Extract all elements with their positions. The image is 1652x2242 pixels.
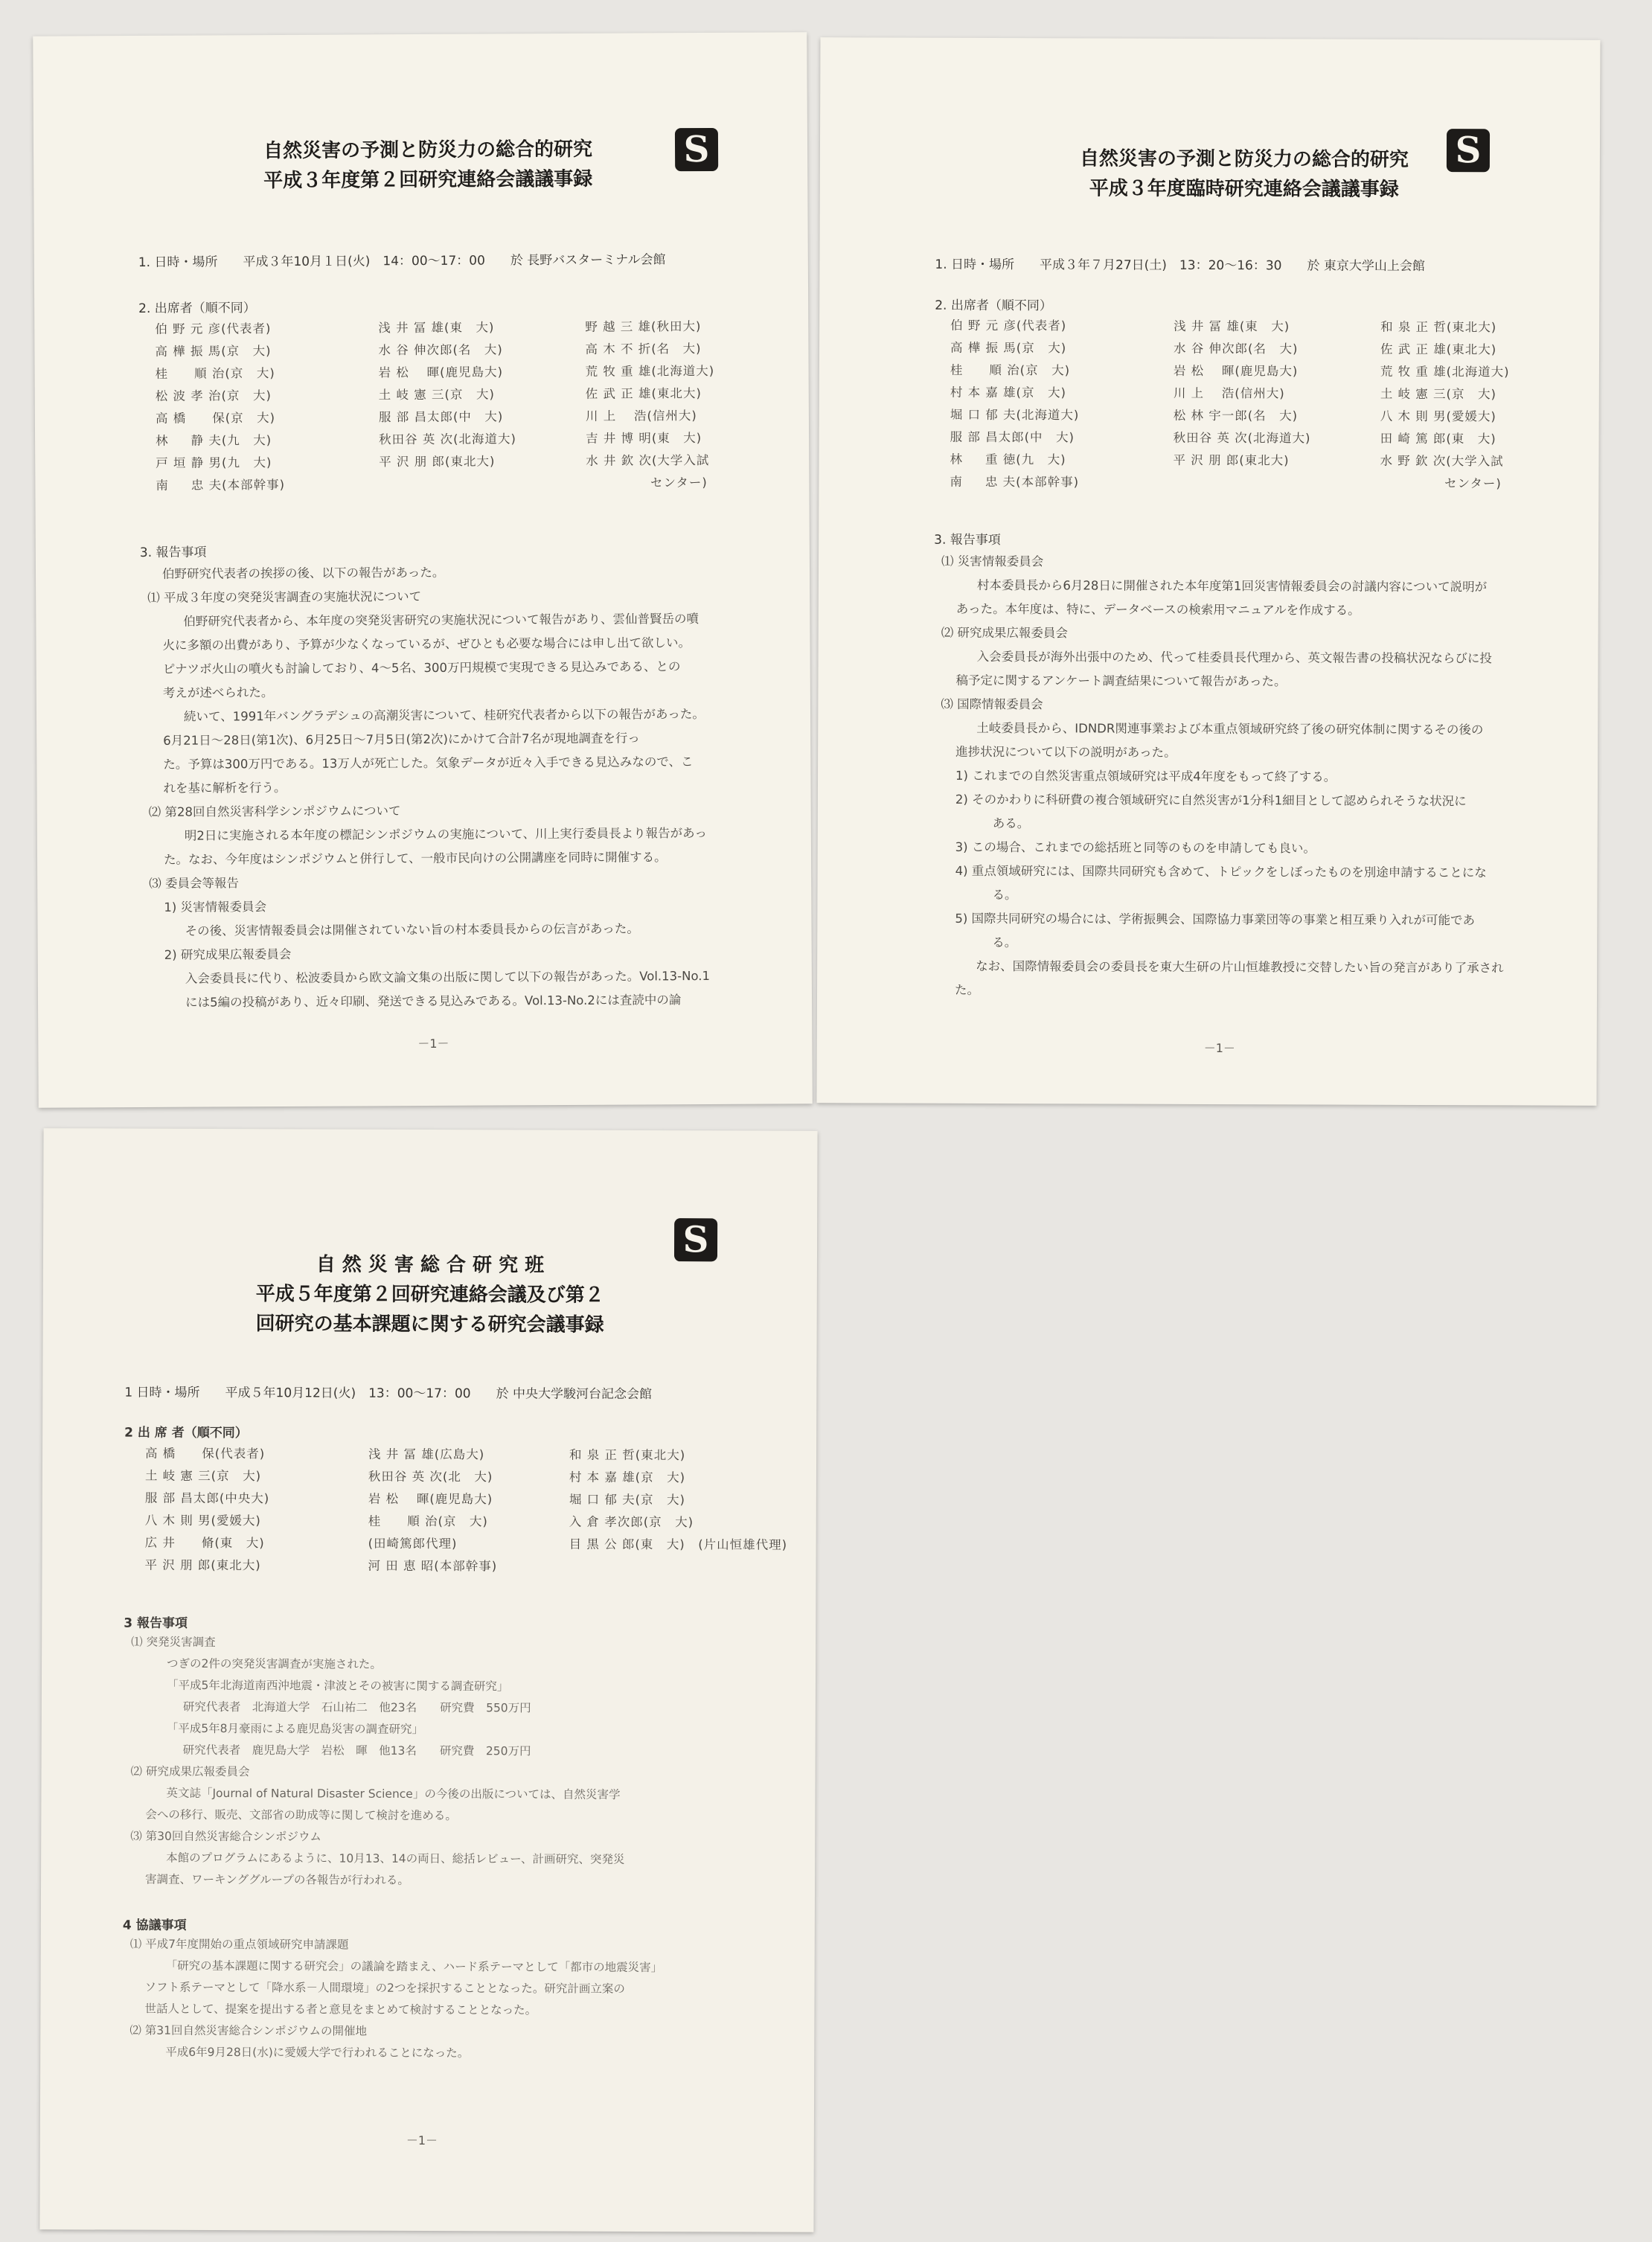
subsection-heading: ⑴ 災害情報委員会 <box>941 554 1044 569</box>
page-number: －1－ <box>417 1036 449 1051</box>
paragraph-line: 村本委員長から6月28日に開催された本年度第1回災害情報委員会の討議内容について説明が <box>976 577 1488 595</box>
list-item: 1) これまでの自然災害重点領域研究は平成4年度をもって終了する。 <box>955 768 1336 784</box>
paragraph-line: 進捗状況について以下の説明があった。 <box>955 744 1176 760</box>
paragraph-line: 英文誌「Journal of Natural Disaster Science」の今後の出版については、自然災害学 <box>166 1786 621 1801</box>
sub-item-heading: 1) 災害情報委員会 <box>164 900 267 915</box>
paragraph-line: 考えが述べられた。 <box>162 685 274 700</box>
list-item: 2) そのかわりに科研費の複合領域研究に自然災害が1分科1細目として認められそうな状況に <box>955 792 1467 809</box>
attendee: 川 上 浩(信州大) <box>1173 385 1285 401</box>
page-number: －1－ <box>406 2133 438 2148</box>
attendee: 浅 井 冨 雄(広島大) <box>368 1447 485 1462</box>
paragraph-line: 伯野研究代表者から、本年度の突発災害研究の実施状況について報告があり、雲仙普賢岳の噴 <box>183 612 699 629</box>
organization-logo-icon: S <box>1447 129 1490 172</box>
paragraph-line: 「平成5年北海道南西沖地震・津波とその被害に関する調査研究」 <box>166 1678 509 1694</box>
list-item: 4) 重点領域研究には、国際共同研究も含めて、トピックをしぼったものを別途申請することにな <box>955 863 1487 880</box>
attendee: 水 井 欽 次(大学入試 <box>586 452 710 468</box>
attendee: 岩 松 暉(鹿児島大) <box>1173 363 1299 379</box>
attendee: 和 泉 正 哲(東北大) <box>1380 319 1497 335</box>
attendee: 秋田谷 英 次(北海道大) <box>1173 430 1311 446</box>
paragraph-line: なお、国際情報委員会の委員長を東大生研の片山恒雄教授に交替したい旨の発言があり了承され <box>976 958 1504 976</box>
organization-logo-icon: S <box>674 1218 717 1261</box>
paragraph-line: 本館のプログラムにあるように、10月13、14の両日、総括レビュー、計画研究、突発災 <box>166 1851 625 1866</box>
attendee: 平 沢 朋 郎(東北大) <box>144 1557 261 1573</box>
attendee: 水 谷 伸次郎(名 大) <box>1174 341 1299 356</box>
sheet3-title-line3: 回研究の基本課題に関する研究会議事録 <box>255 1313 604 1336</box>
attendee: 浅 井 冨 雄(東 大) <box>1174 318 1290 334</box>
paragraph-line: 続いて、1991年バングラデシュの高潮災害について、桂研究代表者から以下の報告があった。 <box>183 707 705 724</box>
paragraph-line: 「研究の基本課題に関する研究会」の議論を踏まえ、ハード系テーマとして「都市の地震災害」 <box>165 1958 663 1975</box>
attendee: 村 本 嘉 雄(京 大) <box>950 385 1066 400</box>
document-sheet-1 <box>33 32 813 1107</box>
subsection-heading: ⑶ 第30回自然災害総合シンポジウム <box>130 1829 321 1844</box>
paragraph-line: ソフト系テーマとして「降水系－人間環境」の2つを採択することとなった。研究計画立案の <box>144 1980 625 1996</box>
sheet2-report-body <box>940 550 1505 1005</box>
attendee: 服 部 昌太郎(中 大) <box>378 409 504 425</box>
paragraph-line: つぎの2件の突発災害調査が実施された。 <box>167 1656 382 1671</box>
attendee: 平 沢 朋 郎(東北大) <box>1173 452 1290 468</box>
attendee <box>379 473 586 496</box>
paragraph-line: た。なお、今年度はシンポジウムと併行して、一般市民向けの公開講座を同時に開催する。 <box>163 850 667 867</box>
attendee: 浅 井 冨 雄(東 大) <box>378 320 495 336</box>
sheet3-title <box>192 1249 668 1340</box>
attendee: 高 樺 振 馬(京 大) <box>950 340 1067 356</box>
list-item-continued: ある。 <box>992 816 1030 831</box>
attendee: 入 倉 孝次郎(京 大) <box>569 1514 694 1530</box>
attendee <box>569 1556 762 1579</box>
sheet1-title-line2: 平成３年度第２回研究連絡会議議事録 <box>263 167 593 193</box>
subsection-heading: ⑶ 国際情報委員会 <box>941 696 1043 712</box>
list-item-continued: る。 <box>992 935 1017 950</box>
attendee: 服 部 昌太郎(中 大) <box>950 429 1075 445</box>
paragraph-line: ピナツボ火山の噴火も討論しており、4～5名、300万円規模で実現できる見込みである、との <box>162 659 681 676</box>
paragraph-line: 平成6年9月28日(水)に愛媛大学で行われることになった。 <box>165 2045 470 2060</box>
sheet2-attendee-list <box>950 315 1566 496</box>
attendee <box>1173 472 1380 495</box>
paragraph-line: た。 <box>955 982 980 997</box>
attendee: 八 木 則 男(愛媛大) <box>144 1513 261 1528</box>
paragraph-line: れを基に解析を行う。 <box>163 780 286 795</box>
attendee: 堀 口 郁 夫(北海道大) <box>950 407 1080 423</box>
document-sheet-2 <box>817 37 1601 1106</box>
sheet1-date-line: 1. 日時・場所 平成３年10月１日(火) 14：00～17：00 於 長野バスターミナル会館 <box>138 252 666 270</box>
attendee: 南 忠 夫(本部幹事) <box>156 477 286 493</box>
paragraph-line: 稿予定に関するアンケート調査結果について報告があった。 <box>955 673 1287 689</box>
attendee: 岩 松 暉(鹿児島大) <box>378 365 504 380</box>
paragraph-line: 明2日に実施される本年度の標記シンポジウムの実施について、川上実行委員長より報告があっ <box>184 826 708 843</box>
page-number: －1－ <box>1203 1040 1235 1056</box>
sheet2-title <box>999 144 1490 205</box>
sheet3-title-line2: 平成５年度第２回研究連絡会議及び第２ <box>255 1283 604 1307</box>
sheet3-title-line1: 自 然 災 害 総 合 研 究 班 <box>316 1253 545 1277</box>
sheet2-title-line2: 平成３年度臨時研究連絡会議議事録 <box>1089 177 1399 201</box>
sheet2-attendees-heading: 2. 出席者（順不同） <box>935 298 1052 314</box>
subsection-heading: ⑴ 突発災害調査 <box>131 1635 216 1649</box>
list-item-continued: る。 <box>992 887 1017 903</box>
organization-logo-icon: S <box>675 128 718 171</box>
attendee: 土 岐 憲 三(京 大) <box>378 387 495 403</box>
attendee: 秋田谷 英 次(北海道大) <box>379 432 517 447</box>
paragraph-line: 6月21日～28日(第1次)、6月25日～7月5日(第2次)にかけて合計7名が現地調査を行っ <box>163 731 640 748</box>
attendee: 川 上 浩(信州大) <box>585 409 697 423</box>
attendee: 桂 順 治(京 大) <box>155 366 275 381</box>
attendee: 河 田 恵 昭(本部幹事) <box>368 1558 498 1574</box>
attendee: 南 忠 夫(本部幹事) <box>950 474 1080 490</box>
sheet1-attendees-heading: 2. 出席者（順不同） <box>138 301 256 316</box>
attendee: 目 黒 公 郎(東 大) (片山恒雄代理) <box>569 1537 788 1552</box>
paragraph-line: 研究代表者 鹿児島大学 岩松 暉 他13名 研究費 250万円 <box>182 1743 531 1758</box>
attendee: 伯 野 元 彦(代表者) <box>950 318 1067 333</box>
subsection-heading: ⑴ 平成7年度開始の重点領域研究申請課題 <box>129 1937 349 1952</box>
attendee: 松 林 宇一郎(名 大) <box>1173 408 1299 423</box>
paragraph-line: 伯野研究代表者の挨拶の後、以下の報告があった。 <box>161 565 445 581</box>
attendee: 秋田谷 英 次(北 大) <box>368 1469 493 1484</box>
attendee: 佐 武 正 雄(東北大) <box>1380 342 1497 357</box>
attendee: 平 沢 朋 郎(東北大) <box>379 454 496 470</box>
sheet3-deliberation-body <box>129 1934 662 2065</box>
paragraph-line: 会への移行、販売、文部省の助成等に関して検討を進める。 <box>145 1807 457 1823</box>
paragraph-line: あった。本年度は、特に、データベースの検索用マニュアルを作成する。 <box>955 601 1360 618</box>
sub-item-heading: 2) 研究成果広報委員会 <box>164 947 292 962</box>
attendee: 野 越 三 雄(秋田大) <box>585 319 702 334</box>
attendee: 広 井 脩(東 大) <box>144 1535 265 1551</box>
paragraph-line: 研究代表者 北海道大学 石山祐二 他23名 研究費 550万円 <box>182 1700 531 1715</box>
attendee: センター) <box>1444 476 1502 491</box>
attendee: 水 谷 伸次郎(名 大) <box>378 342 503 358</box>
attendee: 吉 井 博 明(東 大) <box>586 431 702 446</box>
attendee: 田 崎 篤 郎(東 大) <box>1380 431 1496 446</box>
attendee: センター) <box>650 475 708 490</box>
attendee: 桂 順 治(京 大) <box>368 1514 488 1529</box>
subsection-heading: ⑴ 平成３年度の突発災害調査の実施状況について <box>147 589 422 605</box>
attendee: 八 木 則 男(愛媛大) <box>1380 409 1496 424</box>
attendee: 土 岐 憲 三(京 大) <box>144 1468 262 1484</box>
attendee: 高 橋 保(代表者) <box>145 1446 266 1461</box>
sheet2-report-heading: 3. 報告事項 <box>934 532 1001 548</box>
attendee: 伯 野 元 彦(代表者) <box>155 321 272 336</box>
attendee: 戸 垣 静 男(九 大) <box>156 455 272 470</box>
sheet3-attendee-list <box>144 1443 788 1579</box>
subsection-heading: ⑵ 研究成果広報委員会 <box>130 1764 250 1779</box>
attendee: 松 波 孝 治(京 大) <box>155 388 272 403</box>
sheet3-deliberation-heading: 4 協議事項 <box>122 1918 187 1933</box>
sheet3-date-line: 1 日時・場所 平成５年10月12日(火) 13：00～17：00 於 中央大学駿河台記念会館 <box>124 1385 653 1403</box>
attendee: 高 木 不 折(名 大) <box>585 342 702 356</box>
subsection-heading: ⑵ 研究成果広報委員会 <box>941 625 1068 641</box>
paragraph-line: 「平成5年8月豪雨による鹿児島災害の調査研究」 <box>166 1721 424 1736</box>
sheet3-report-heading: 3 報告事項 <box>124 1615 188 1631</box>
sheet1-report-body <box>147 560 710 1015</box>
attendee: 岩 松 暉(鹿児島大) <box>368 1491 493 1507</box>
attendee: (田崎篤郎代理) <box>368 1536 458 1551</box>
paragraph-line: 入会委員長に代り、松波委員から欧文論文集の出版に関して以下の報告があった。Vol.13-No.1 <box>185 968 711 986</box>
attendee: 土 岐 憲 三(京 大) <box>1380 386 1496 402</box>
attendee: 高 樺 振 馬(京 大) <box>155 344 272 359</box>
attendee: 林 重 徳(九 大) <box>950 452 1066 467</box>
sheet1-attendee-list <box>155 316 772 497</box>
subsection-heading: ⑵ 第28回自然災害科学シンポジウムについて <box>148 804 401 819</box>
attendee: 荒 牧 重 雄(北海道大) <box>1380 364 1510 379</box>
paragraph-line: 火に多額の出費があり、予算が少なくなっているが、ぜひとも必要な場合には申し出て欲しい。 <box>162 635 691 653</box>
paragraph-line: 土岐委員長から、IDNDR関連事業および本重点領域研究終了後の研究体制に関するその後の <box>976 720 1484 737</box>
paragraph-line: その後、災害情報委員会は開催されていない旨の村本委員長からの伝言があった。 <box>185 921 639 938</box>
attendee: 林 静 夫(九 大) <box>156 433 272 448</box>
attendee: 服 部 昌太郎(中央大) <box>144 1490 270 1506</box>
subsection-heading: ⑶ 委員会等報告 <box>149 876 239 891</box>
attendee: 和 泉 正 哲(東北大) <box>569 1447 686 1463</box>
attendee: 佐 武 正 雄(東北大) <box>585 386 702 401</box>
attendee: 水 野 欽 次(大学入試 <box>1380 453 1504 469</box>
attendee: 村 本 嘉 雄(京 大) <box>569 1470 686 1485</box>
attendee: 桂 順 治(京 大) <box>950 362 1071 378</box>
paragraph-line: 世話人として、提案を提出する者と意見をまとめて検討することとなった。 <box>144 2002 537 2017</box>
list-item: 5) 国際共同研究の場合には、学術振興会、国際協力事業団等の事業と相互乗り入れが可能であ <box>955 911 1476 928</box>
sheet1-title <box>182 134 673 196</box>
paragraph-line: には5編の投稿があり、近々印刷、発送できる見込みである。Vol.13-No.2には査読中の論 <box>185 993 682 1010</box>
sheet3-report-body <box>130 1632 626 1892</box>
attendee: 高 橋 保(京 大) <box>155 411 276 426</box>
sheet3-attendees-heading: 2 出 席 者（順不同） <box>124 1425 248 1441</box>
sheet1-report-heading: 3. 報告事項 <box>139 545 207 560</box>
sheet1-title-line1: 自然災害の予測と防災力の総合的研究 <box>263 138 593 163</box>
sheet2-date-line: 1. 日時・場所 平成３年７月27日(土) 13：20～16：30 於 東京大学山上会館 <box>935 257 1425 275</box>
attendee: 堀 口 郁 夫(京 大) <box>569 1492 685 1508</box>
attendee: 荒 牧 重 雄(北海道大) <box>585 363 715 379</box>
list-item: 3) この場合、これまでの総括班と同等のものを申請しても良い。 <box>955 839 1316 856</box>
paragraph-line: た。予算は300万円である。13万人が死亡した。気象データが近々入手できる見込みなので、こ <box>163 755 694 772</box>
document-sheet-3 <box>39 1128 817 2232</box>
paragraph-line: 害調査、ワーキンググループの各報告が行われる。 <box>145 1872 409 1887</box>
subsection-heading: ⑵ 第31回自然災害総合シンポジウムの開催地 <box>129 2023 367 2038</box>
paragraph-line: 入会委員長が海外出張中のため、代って桂委員長代理から、英文報告書の投稿状況ならびに投 <box>976 649 1492 666</box>
sheet2-title-line1: 自然災害の予測と防災力の総合的研究 <box>1079 147 1409 171</box>
